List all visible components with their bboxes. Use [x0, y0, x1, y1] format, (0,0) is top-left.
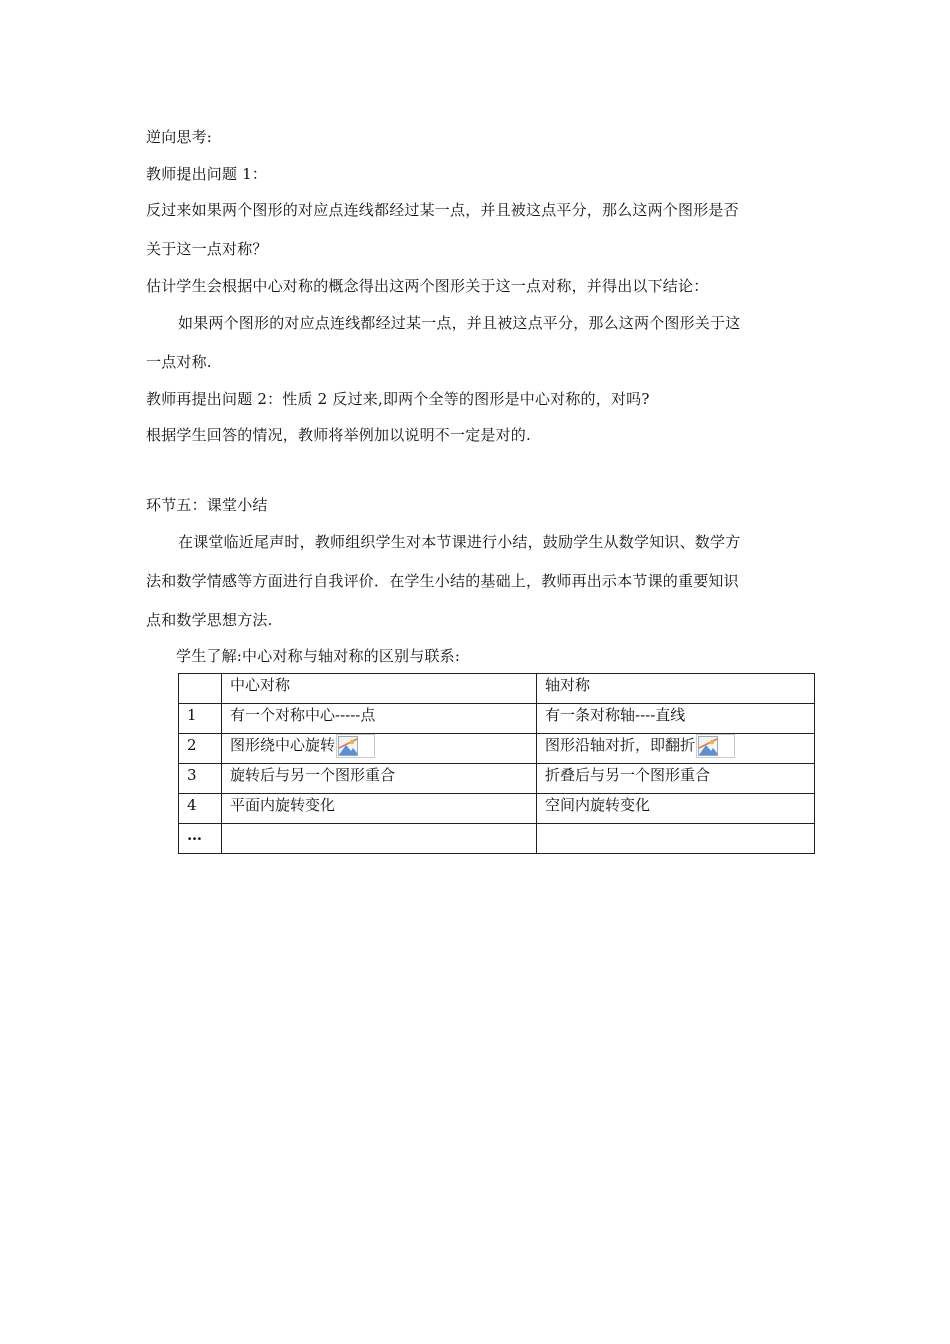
table-cell-central	[222, 734, 537, 764]
paragraph-conclusion-b: 一点对称.	[146, 353, 212, 371]
table-cell-central-text: 图形绕中心旋转	[230, 736, 336, 754]
table-row	[179, 794, 815, 824]
section-heading-summary: 环节五：课堂小结	[146, 496, 268, 514]
table-cell-central: 旋转后与另一个图形重合	[222, 764, 537, 794]
paragraph-question-1-text-a: 反过来如果两个图形的对应点连线都经过某一点，并且被这点平分，那么这两个图形是否	[146, 201, 739, 219]
paragraph-teacher-example: 根据学生回答的情况，教师将举例加以说明不一定是对的.	[146, 426, 531, 444]
broken-image-icon	[696, 734, 735, 758]
table-row	[179, 704, 815, 734]
table-cell-axial	[537, 734, 815, 764]
table-cell-num: …	[179, 824, 222, 854]
paragraph-estimate: 估计学生会根据中心对称的概念得出这两个图形关于这一点对称，并得出以下结论：	[146, 277, 709, 295]
paragraph-question-2: 教师再提出问题 2：性质 2 反过来,即两个全等的图形是中心对称的，对吗?	[146, 390, 650, 408]
table-cell-axial	[537, 824, 815, 854]
table-header-row	[179, 674, 815, 704]
table-cell-central: 平面内旋转变化	[222, 794, 537, 824]
table-cell-axial-text: 图形沿轴对折，即翻折	[545, 736, 696, 754]
table-cell-central	[222, 824, 537, 854]
table-cell-axial: 折叠后与另一个图形重合	[537, 764, 815, 794]
paragraph-conclusion-a: 如果两个图形的对应点连线都经过某一点，并且被这点平分，那么这两个图形关于这	[178, 314, 741, 332]
table-row	[179, 764, 815, 794]
table-cell-num: 4	[179, 794, 222, 824]
paragraph-summary-c: 点和数学思想方法.	[146, 611, 273, 629]
table-row	[179, 734, 815, 764]
paragraph-summary-a: 在课堂临近尾声时，教师组织学生对本节课进行小结，鼓励学生从数学知识、数学方	[178, 533, 741, 551]
table-cell-central: 有一个对称中心-----点	[222, 704, 537, 734]
table-cell-num: 3	[179, 764, 222, 794]
table-cell-num: 1	[179, 704, 222, 734]
table-cell-axial: 有一条对称轴----直线	[537, 704, 815, 734]
paragraph-question-1-text-b: 关于这一点对称？	[146, 240, 268, 258]
table-cell-axial: 空间内旋转变化	[537, 794, 815, 824]
table-cell-num	[179, 674, 222, 704]
paragraph-table-intro: 学生了解:中心对称与轴对称的区别与联系:	[176, 647, 461, 665]
broken-image-icon	[336, 734, 375, 758]
paragraph-question-1: 教师提出问题 1：	[146, 165, 268, 183]
paragraph-reverse-thinking: 逆向思考:	[146, 128, 213, 146]
comparison-table	[178, 673, 815, 854]
table-row	[179, 824, 815, 854]
paragraph-summary-b: 法和数学情感等方面进行自我评价．在学生小结的基础上，教师再出示本节课的重要知识	[146, 572, 739, 590]
table-cell-num: 2	[179, 734, 222, 764]
table-header-axial-symmetry: 轴对称	[537, 674, 815, 704]
table-header-central-symmetry: 中心对称	[222, 674, 537, 704]
